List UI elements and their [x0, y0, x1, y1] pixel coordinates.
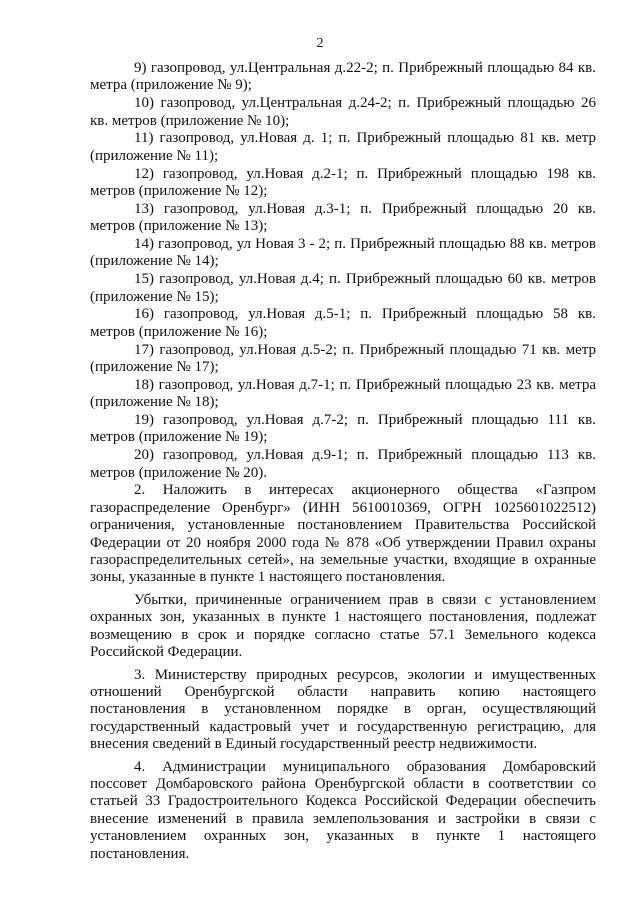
list-item-14: 14) газопровод, ул Новая 3 - 2; п. Прибрежный площадью 88 кв. метров (приложение № 14); [90, 236, 596, 270]
paragraph-losses: Убытки, причиненные ограничением прав в связи с установлением охранных зон, указанных в пункте 1 настоящего постановления, подлежат возмещению в срок и порядке согласно статье 57.1 Земельного кодекса Российской Федерации. [90, 591, 596, 661]
list-item-12: 12) газопровод, ул.Новая д.2-1; п. Прибрежный площадью 198 кв. метров (приложение № 12); [90, 165, 596, 200]
list-item-9: 9) газопровод, ул.Центральная д.22-2; п. Прибрежный площадью 84 кв. метра (приложение № 9); [90, 60, 596, 94]
list-item-15: 15) газопровод, ул.Новая д.4; п. Прибрежный площадью 60 кв. метров (приложение № 15); [90, 271, 596, 305]
list-item-16: 16) газопровод, ул.Новая д.5-1; п. Прибрежный площадью 58 кв. метров (приложение № 16); [90, 306, 596, 340]
list-item-13: 13) газопровод, ул.Новая д.3-1; п. Прибрежный площадью 20 кв. метров (приложение № 13); [90, 200, 596, 235]
list-item-11: 11) газопровод, ул.Новая д. 1; п. Прибрежный площадью 81 кв. метр (приложение № 11); [90, 130, 596, 164]
list-item-18: 18) газопровод, ул.Новая д.7-1; п. Прибрежный площадью 23 кв. метра (приложение № 18); [90, 376, 596, 411]
page-number: 2 [316, 36, 324, 51]
list-item-20: 20) газопровод, ул.Новая д.9-1; п. Прибрежный площадью 113 кв. метров (приложение № 20). [90, 447, 596, 481]
paragraph-3-ministry: 3. Министерству природных ресурсов, экологии и имущественных отношений Оренбургской области направить копию настоящего постановления в установленном порядке в орган, осуществляющий государственный кадастровый учет и государственную регистрацию, для внесения сведений в Единый государственный реестр недвижимости. [90, 666, 596, 753]
list-item-10: 10) газопровод, ул.Центральная д.24-2; п. Прибрежный площадью 26 кв. метров (приложение № 10); [90, 95, 596, 129]
paragraph-4-administration: 4. Администрации муниципального образования Домбаровский поссовет Домбаровского района Оренбургской области в соответствии со статьей 33 Градостроительного Кодекса Российской Федерации обеспечить внесение изменений в правила землепользования и застройки в связи с установлением охранных зон, указанных в пункте 1 настоящего постановления. [90, 758, 596, 862]
list-item-19: 19) газопровод, ул.Новая д.7-2; п. Прибрежный площадью 111 кв. метров (приложение № 19); [90, 412, 596, 446]
paragraph-2-restrictions: 2. Наложить в интересах акционерного общества «Газпром газораспределение Оренбург» (ИНН 5610010369, ОГРН 1025601022512) ограничения, установленные постановлением Правительства Российской Федерации от 20 ноября 2000 года № 878 «Об утверждении Правил охраны газораспределительных сетей», на земельные участки, входящие в охранные зоны, указанные в пункте 1 настоящего постановления. [90, 482, 596, 586]
document-body [90, 60, 596, 863]
list-item-17: 17) газопровод, ул.Новая д.5-2; п. Прибрежный площадью 71 кв. метр (приложение № 17); [90, 341, 596, 376]
